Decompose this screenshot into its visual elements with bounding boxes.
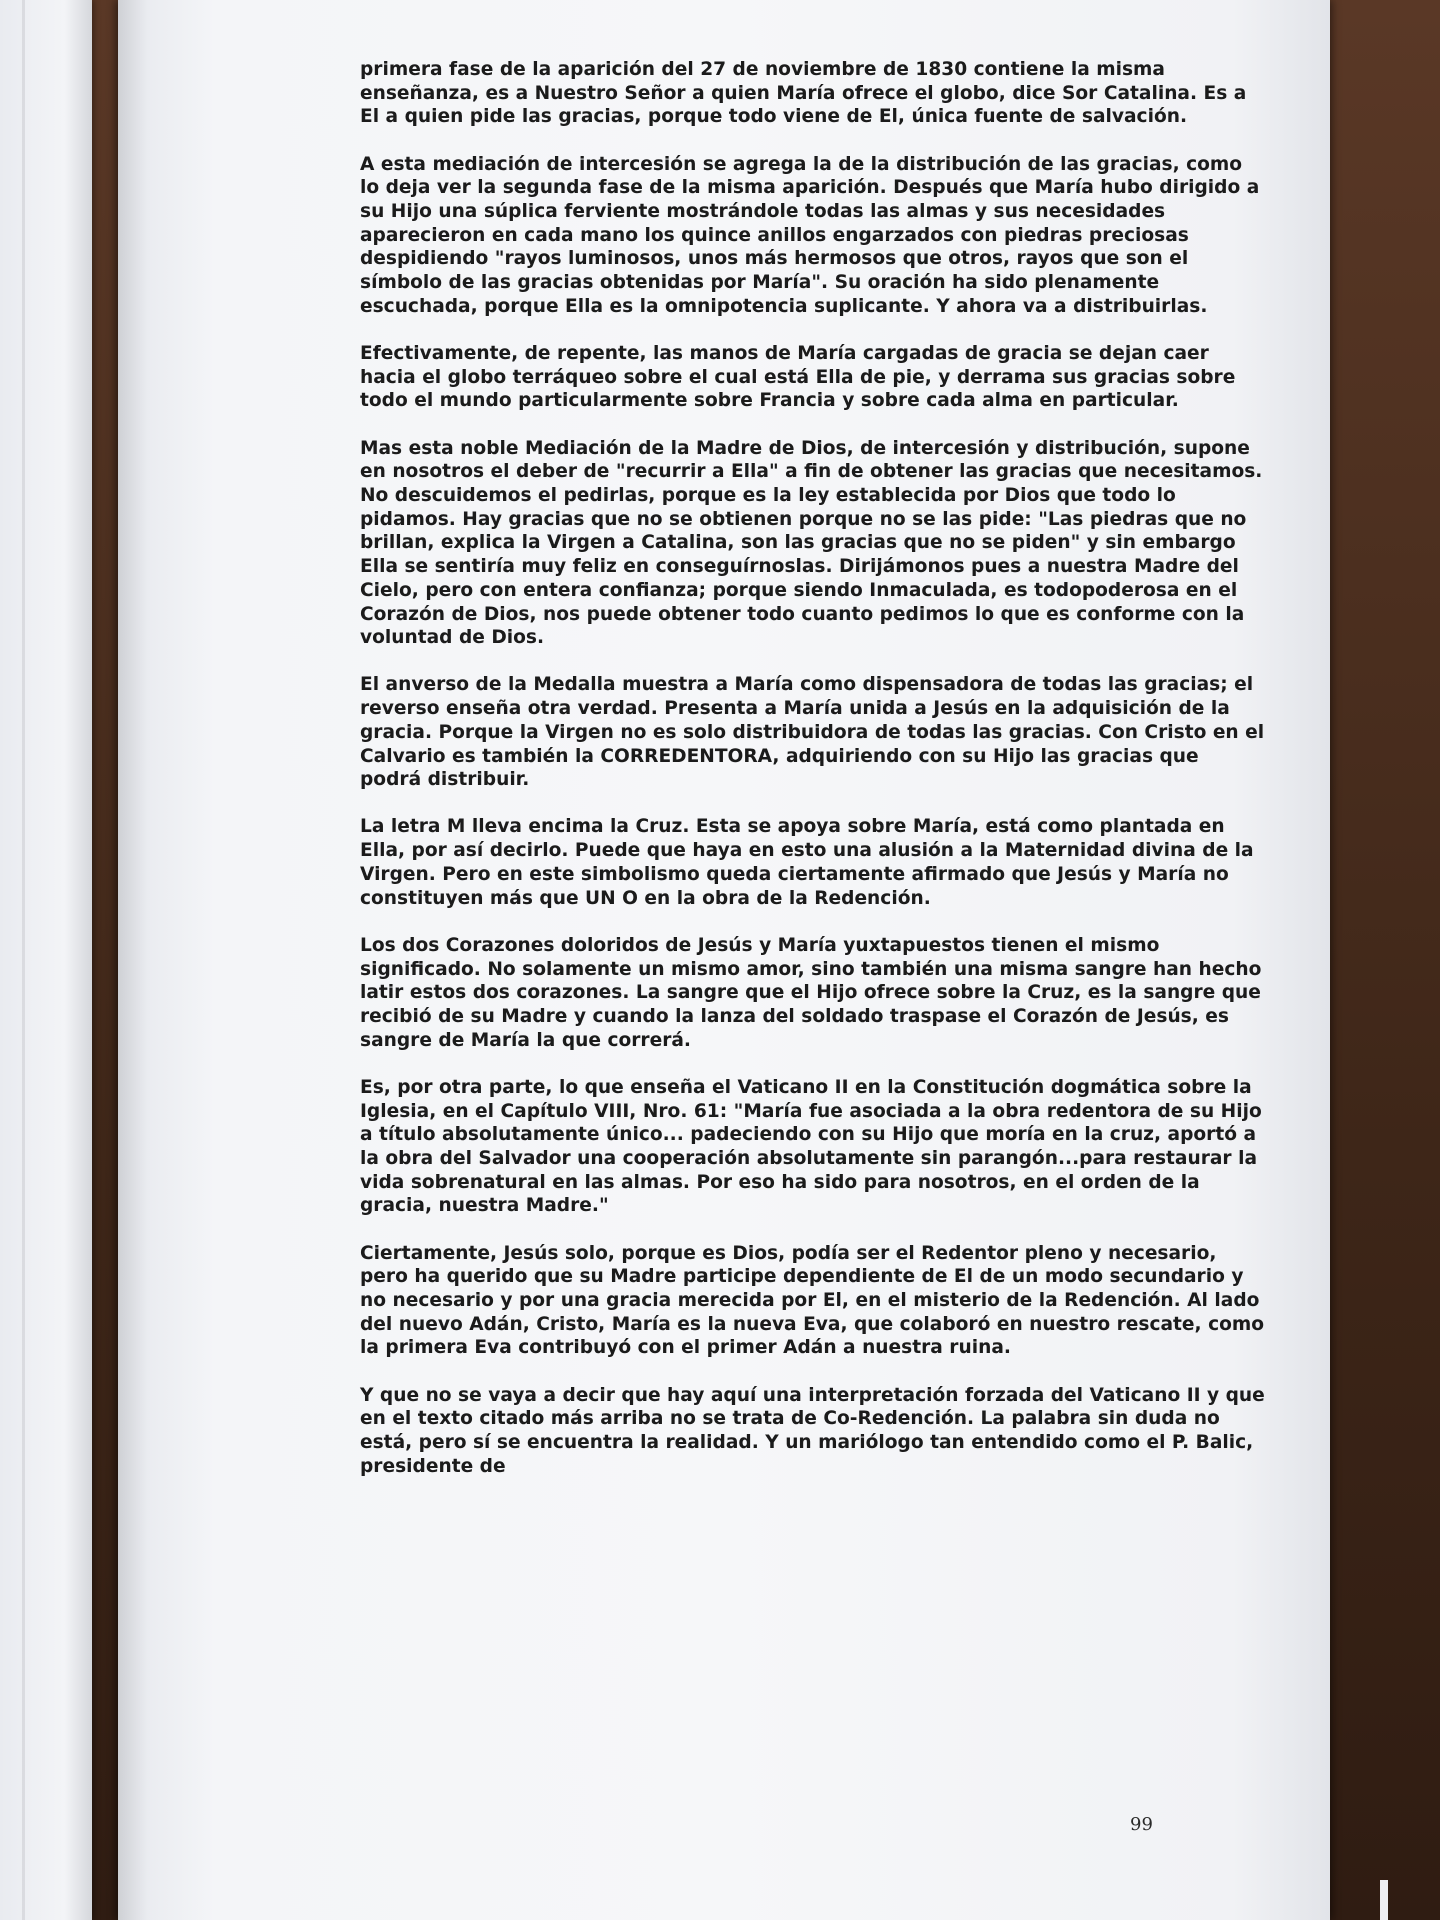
paragraph: A esta mediación de intercesión se agrega la de la distribución de las gracias, como lo deja ver la segunda fase de la misma aparición. Después que María hubo dirigido a su Hijo una súplica ferviente mostrándole todas las almas y sus necesidades aparecieron en cada mano los quince anillos engarzados con piedras preciosas despidiendo "rayos luminosos, unos más hermosos que otros, rayos que son el símbolo de las gracias obtenidas por María". Su oración ha sido plenamente escuchada, porque Ella es la omnipotencia suplicante. Y ahora va a distribuirlas. bbox=[360, 153, 1260, 317]
paragraph: primera fase de la aparición del 27 de noviembre de 1830 contiene la misma enseñanza, es a Nuestro Señor a quien María ofrece el globo, dice Sor Catalina. Es a El a quien pide las gracias, porque todo viene de El, única fuente de salvación. bbox=[360, 59, 1247, 128]
document-page bbox=[118, 0, 1330, 1920]
paragraph: Mas esta noble Mediación de la Madre de Dios, de intercesión y distribución, supone en nosotros el deber de "recurrir a Ella" a fin de obtener las gracias que necesitamos. No descuidemos el pedirlas, porque es la ley establecida por Dios que todo lo pidamos. Hay gracias que no se obtienen porque no se las pide: "Las piedras que no brillan, explica la Virgen a Catalina, son las gracias que no se piden" y sin embargo Ella se sentiría muy feliz en conseguírnoslas. Dirijámonos pues a nuestra Madre del Cielo, pero con entera confianza; porque siendo Inmaculada, es todopoderosa en el Corazón de Dios, nos puede obtener todo cuanto pedimos lo que es conforme con la voluntad de Dios. bbox=[360, 437, 1263, 649]
paragraph: La letra M lleva encima la Cruz. Esta se apoya sobre María, está como plantada en Ella, por así decirlo. Puede que haya en esto una alusión a la Maternidad divina de la Virgen. Pero en este simbolismo queda ciertamente afirmado que Jesús y María no constituyen más que UN O en la obra de la Redención. bbox=[360, 816, 1254, 909]
paragraph: Y que no se vaya a decir que hay aquí una interpretación forzada del Vaticano II y que en el texto citado más arriba no se trata de Co-Redención. La palabra sin duda no está, pero sí se encuentra la realidad. Y un mariólogo tan entendido como el P. Balic, presidente de bbox=[360, 1384, 1265, 1477]
paragraph: El anverso de la Medalla muestra a María como dispensadora de todas las gracias; el reverso enseña otra verdad. Presenta a María unida a Jesús en la adquisición de la gracia. Porque la Virgen no es solo distribuidora de todas las gracias. Con Cristo en el Calvario es también la CORREDENTORA, adquiriendo con su Hijo las gracias que podrá distribuir. bbox=[360, 674, 1265, 791]
page-number: 99 bbox=[1130, 1814, 1153, 1835]
paragraph: Ciertamente, Jesús solo, porque es Dios, podía ser el Redentor pleno y necesario, pero ha querido que su Madre participe dependiente de El de un modo secundario y no necesario y por una gracia merecida por El, en el misterio de la Redención. Al lado del nuevo Adán, Cristo, María es la nueva Eva, que colaboró en nuestro rescate, como la primera Eva contribuyó con el primer Adán a nuestra ruina. bbox=[360, 1242, 1265, 1359]
paper-corner bbox=[1380, 1880, 1388, 1920]
body-text bbox=[360, 58, 1266, 1502]
page-shadow bbox=[118, 0, 148, 1920]
paragraph: Los dos Corazones doloridos de Jesús y María yuxtapuestos tienen el mismo significado. No solamente un mismo amor, sino también una misma sangre han hecho latir estos dos corazones. La sangre que el Hijo ofrece sobre la Cruz, es la sangre que recibió de su Madre y cuando la lanza del soldado traspase el Corazón de Jesús, es sangre de María la que correrá. bbox=[360, 934, 1262, 1051]
paragraph: Efectivamente, de repente, las manos de María cargadas de gracia se dejan caer hacia el globo terráqueo sobre el cual está Ella de pie, y derrama sus gracias sobre todo el mundo particularmente sobre Francia y sobre cada alma en particular. bbox=[360, 343, 1236, 412]
paper-fold-line bbox=[22, 0, 25, 1920]
paragraph: Es, por otra parte, lo que enseña el Vaticano II en la Constitución dogmática sobre la Iglesia, en el Capítulo VIII, Nro. 61: "María fue asociada a la obra redentora de su Hijo a título absolutamente único... padeciendo con su Hijo que moría en la cruz, aportó a la obra del Salvador una cooperación absolutamente sin parangón...para restaurar la vida sobrenatural en las almas. Por eso ha sido para nosotros, en el orden de la gracia, nuestra Madre." bbox=[360, 1076, 1262, 1217]
underlying-paper-sheet bbox=[0, 0, 92, 1920]
